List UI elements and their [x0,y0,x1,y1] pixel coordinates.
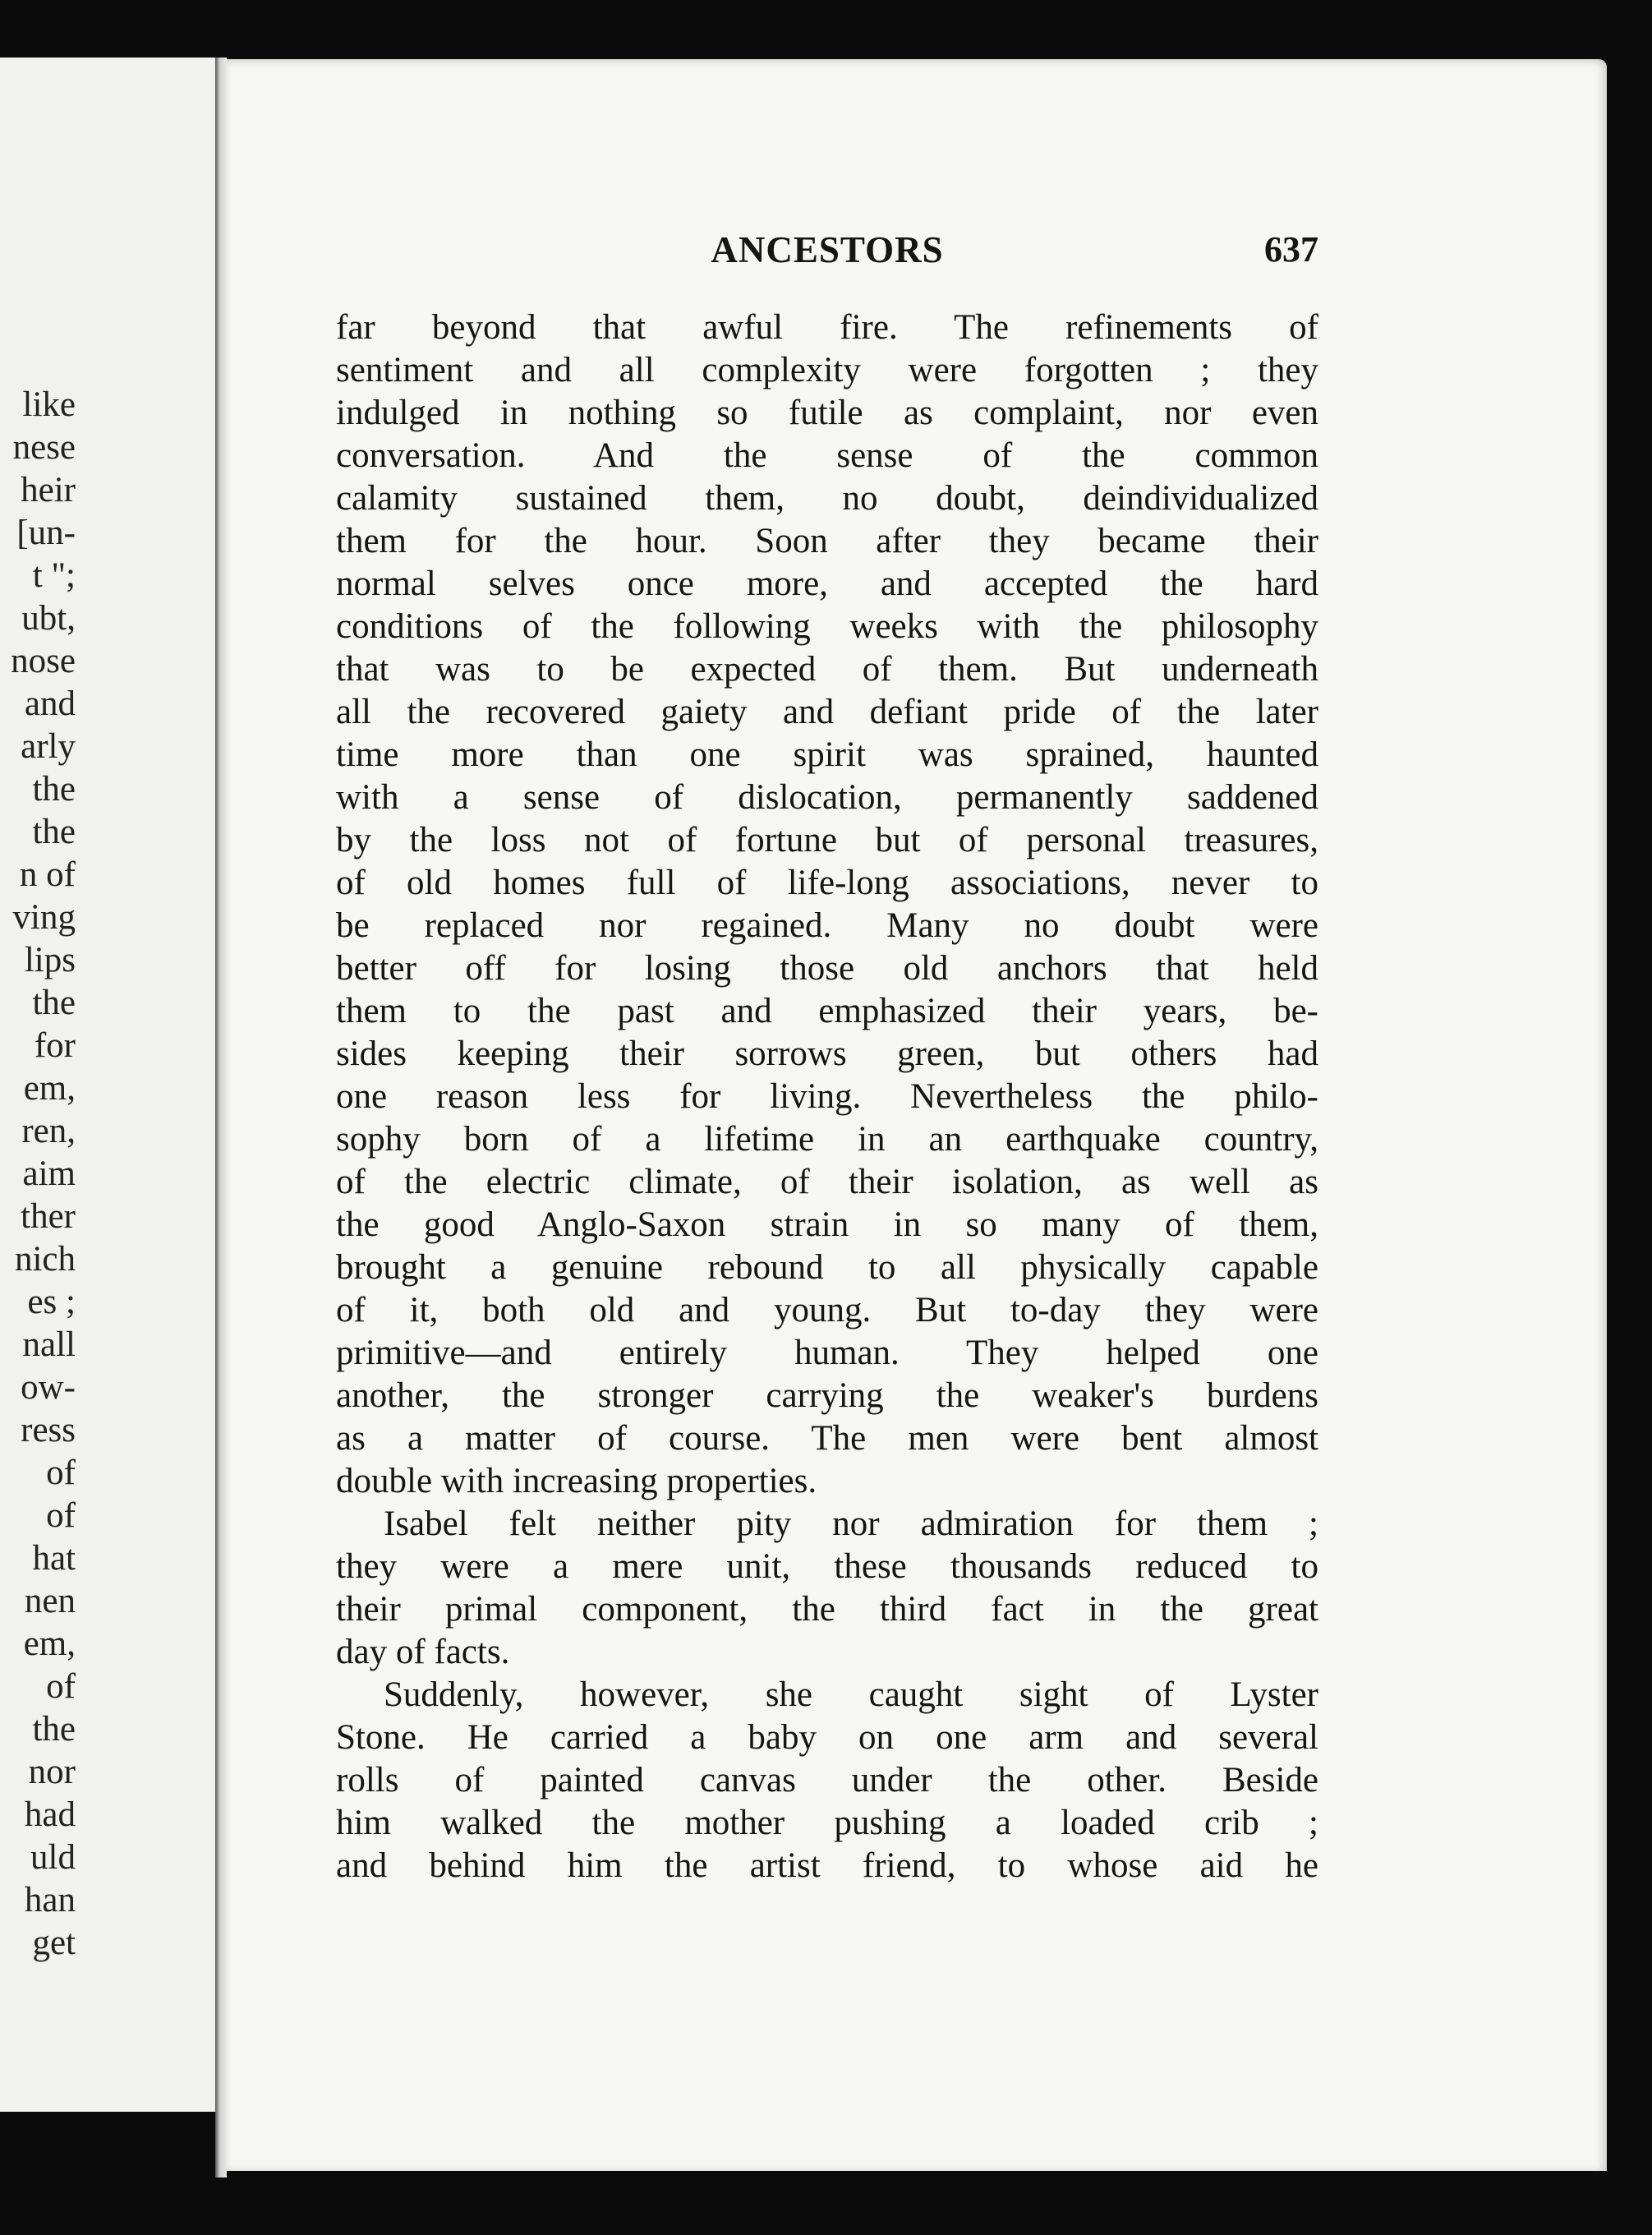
text-line: them for the hour. Soon after they became their [336,522,1318,560]
left-page-fragment: uld [30,1838,76,1877]
text-line: indulged in nothing so futile as complaint, nor even [336,394,1318,432]
left-page-fragment: es ; [27,1283,76,1321]
left-page-fragment: the [32,770,76,809]
text-line: of the electric climate, of their isolation, as well as [336,1163,1318,1201]
left-page-fragment: and [24,684,76,723]
text-line: by the loss not of fortune but of personal treasures, [336,821,1318,859]
left-page-fragment: nor [28,1753,76,1791]
text-line: sides keeping their sorrows green, but others had [336,1035,1318,1073]
left-page-fragment: hat [32,1539,76,1578]
left-page-fragment: nich [14,1240,76,1279]
text-line: that was to be expected of them. But underneath [336,650,1318,689]
left-page-fragment: arly [21,727,76,766]
left-page-fragment: em, [23,1624,76,1663]
left-page-fragment: heir [21,471,76,509]
left-page-text-fragments [0,384,76,1965]
text-line: conditions of the following weeks with the philosophy [336,607,1318,646]
book-gutter [215,58,227,2177]
left-page-fragment: t "; [32,556,76,595]
text-line: their primal component, the third fact in the great [336,1590,1318,1629]
text-line: and behind him the artist friend, to whose aid he [336,1846,1318,1885]
text-line: them to the past and emphasized their years, be- [336,992,1318,1030]
text-line: rolls of painted canvas under the other. Beside [336,1761,1318,1800]
left-page-fragment: nese [12,428,76,467]
left-page-fragment: nen [24,1582,76,1620]
text-line: sophy born of a lifetime in an earthquake country, [336,1120,1318,1159]
text-line: of old homes full of life-long associations, never to [336,864,1318,902]
left-page-fragment: had [24,1795,76,1834]
left-page-fragment: ther [21,1197,76,1236]
text-line: conversation. And the sense of the common [336,436,1318,475]
text-line: Isabel felt neither pity nor admiration for them ; [384,1505,1318,1543]
body-text [336,306,1318,1887]
text-line: another, the stronger carrying the weaker's burdens [336,1376,1318,1415]
left-page-fragment: ubt, [21,599,76,638]
left-page-fragment: ren, [21,1112,76,1150]
left-page-fragment: of [46,1667,76,1706]
text-line: they were a mere unit, these thousands reduced to [336,1547,1318,1586]
text-line: far beyond that awful fire. The refinements of [336,308,1318,347]
text-line: better off for losing those old anchors that held [336,949,1318,988]
left-page-fragment: get [32,1924,76,1962]
text-line: double with increasing properties. [336,1462,817,1500]
left-page-fragment: n of [19,855,76,894]
text-line: time more than one spirit was sprained, haunted [336,735,1318,774]
text-line: sentiment and all complexity were forgotten ; they [336,351,1318,389]
left-page [0,58,219,2112]
text-line: Suddenly, however, she caught sight of Lyster [384,1675,1318,1714]
left-page-fragment: nall [22,1325,76,1364]
text-line: all the recovered gaiety and defiant pride of the later [336,693,1318,731]
text-line: as a matter of course. The men were bent almost [336,1419,1318,1458]
left-page-fragment: ving [12,898,76,937]
left-page-fragment: nose [11,642,76,680]
running-head [336,224,1318,273]
left-page-fragment: the [32,1710,76,1749]
text-line: brought a genuine rebound to all physically capable [336,1248,1318,1287]
text-line: the good Anglo-Saxon strain in so many of them, [336,1205,1318,1244]
text-line: of it, both old and young. But to-day they were [336,1291,1318,1329]
left-page-fragment: ress [21,1411,76,1449]
left-page-fragment: of [46,1454,76,1492]
left-page-fragment: for [34,1026,76,1065]
text-line: normal selves once more, and accepted the hard [336,565,1318,603]
text-line: day of facts. [336,1633,510,1671]
left-page-fragment: the [32,984,76,1022]
left-page-fragment: em, [23,1069,76,1108]
text-line: Stone. He carried a baby on one arm and several [336,1718,1318,1757]
left-page-fragment: ow- [21,1368,76,1407]
left-page-fragment: han [24,1881,76,1919]
text-line: calamity sustained them, no doubt, deindividualized [336,479,1318,518]
left-page-fragment: lips [24,941,76,979]
left-page-fragment: aim [22,1154,76,1193]
left-page-fragment: like [22,385,76,424]
running-head-title: ANCESTORS [711,229,944,270]
left-page-fragment: the [32,813,76,851]
page-number: 637 [1264,229,1318,270]
left-page-fragment: of [46,1496,76,1535]
text-line: him walked the mother pushing a loaded crib ; [336,1804,1318,1842]
left-page-fragment: [un- [16,514,76,552]
text-line: with a sense of dislocation, permanently saddened [336,778,1318,817]
text-line: primitive—and entirely human. They helped one [336,1334,1318,1372]
text-line: be replaced nor regained. Many no doubt were [336,906,1318,945]
text-line: one reason less for living. Nevertheless the philo- [336,1077,1318,1116]
